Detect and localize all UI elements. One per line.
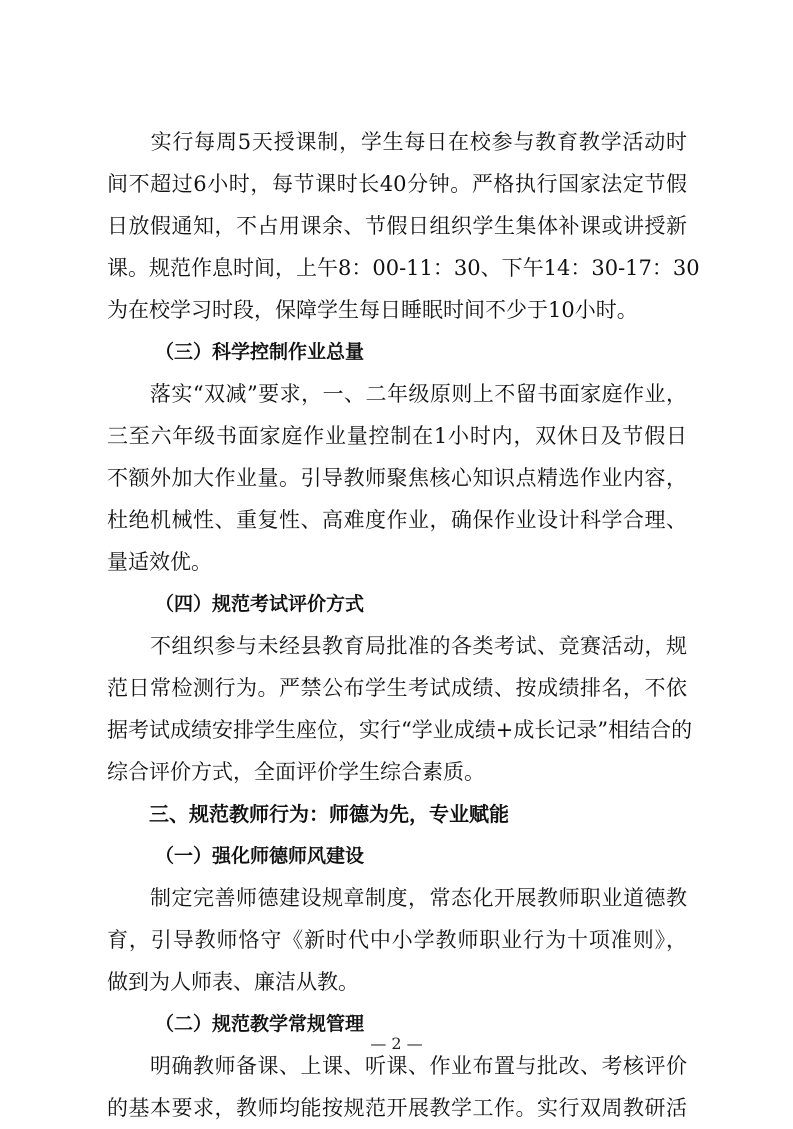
- paragraph-line: 实行每周5天授课制，学生每日在校参与教育教学活动时: [107, 130, 687, 154]
- paragraph-line: 课。规范作息时间，上午8：00-11：30、下午14：30-17：30: [107, 256, 700, 280]
- paragraph-line: 制定完善师德建设规章制度，常态化开展教师职业道德教: [107, 886, 687, 910]
- section-heading-teacher-conduct: 三、规范教师行为：师德为先，专业赋能: [149, 802, 509, 826]
- paragraph-line: 量适效优。: [107, 550, 212, 574]
- paragraph-line: 综合评价方式，全面评价学生综合素质。: [107, 760, 485, 784]
- paragraph-exam: [107, 625, 693, 793]
- paragraph-line: 据考试成绩安排学生座位，实行“学业成绩+成长记录”相结合的: [107, 718, 693, 742]
- paragraph-line: 日放假通知，不占用课余、节假日组织学生集体补课或讲授新: [107, 214, 687, 238]
- paragraph-line: 做到为人师表、廉洁从教。: [107, 970, 359, 994]
- subheading-ethics: （一）强化师德师风建设: [155, 845, 365, 867]
- subheading-homework: （三）科学控制作业总量: [155, 341, 365, 363]
- page-number: — 2 —: [370, 1034, 423, 1053]
- paragraph-line: 育，引导教师恪守《新时代中小学教师职业行为十项准则》，: [107, 928, 687, 952]
- paragraph-line: 间不超过6小时，每节课时长40分钟。严格执行国家法定节假: [107, 172, 687, 196]
- paragraph-line: 明确教师备课、上课、听课、作业布置与批改、考核评价: [107, 1054, 687, 1078]
- paragraph-ethics: [107, 877, 687, 1003]
- paragraph-line: 不组织参与未经县教育局批准的各类考试、竞赛活动，规: [107, 634, 687, 658]
- paragraph-teaching-routine: [107, 1045, 687, 1129]
- paragraph-line: 的基本要求，教师均能按规范开展教学工作。实行双周教研活: [107, 1096, 687, 1120]
- paragraph-line: 落实“双减”要求，一、二年级原则上不留书面家庭作业，: [107, 382, 687, 406]
- subheading-exam: （四）规范考试评价方式: [155, 593, 365, 615]
- paragraph-line: 不额外加大作业量。引导教师聚焦核心知识点精选作业内容，: [107, 466, 687, 490]
- paragraph-line: 为在校学习时段，保障学生每日睡眠时间不少于10小时。: [107, 298, 638, 322]
- paragraph-line: 三至六年级书面家庭作业量控制在1小时内，双休日及节假日: [107, 424, 687, 448]
- subheading-teaching-routine: （二）规范教学常规管理: [155, 1013, 365, 1035]
- paragraph-line: 杜绝机械性、重复性、高难度作业，确保作业设计科学合理、: [107, 508, 687, 532]
- document-body: [107, 121, 700, 1129]
- paragraph-line: 范日常检测行为。严禁公布学生考试成绩、按成绩排名，不依: [107, 676, 687, 700]
- paragraph-homework: [107, 373, 687, 583]
- paragraph-schedule: [107, 121, 700, 331]
